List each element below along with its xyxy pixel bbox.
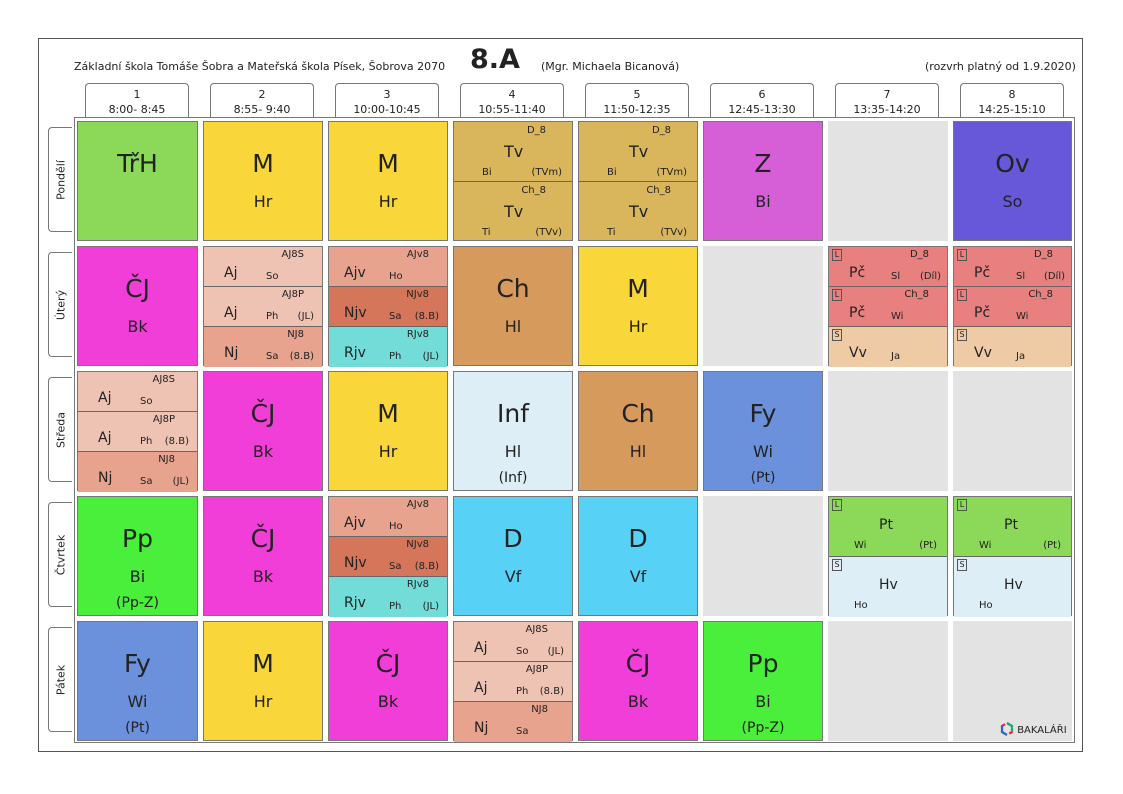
split-lesson-cell[interactable]: D_8 Tv Bi (TVm) Ch_8 Tv Ti (TVv) (578, 121, 698, 241)
split-lesson-cell[interactable]: AJv8 Ajv Ho NJv8 Njv Sa (8.B) RJv8 Rjv Ph (JL) (328, 246, 448, 366)
lesson-cell[interactable]: M Hr (203, 121, 323, 241)
lesson-cell[interactable]: ČJ Bk (578, 621, 698, 741)
timetable-grid (74, 117, 1075, 743)
split-lesson-cell[interactable]: L Pt Wi (Pt) S Hv Ho (828, 496, 948, 616)
class-teacher: (Mgr. Michaela Bicanová) (541, 60, 680, 73)
period-header-8: 8 14:25-15:10 (960, 83, 1064, 117)
day-label-tuesday: Úterý (48, 252, 72, 357)
lesson-cell[interactable]: Ch Hl (578, 371, 698, 491)
lesson-cell[interactable]: M Hr (328, 371, 448, 491)
lesson-cell[interactable]: Pp Bi (Pp-Z) (77, 496, 198, 616)
lesson-cell[interactable]: Inf Hl (Inf) (453, 371, 573, 491)
empty-cell (703, 246, 823, 366)
lesson-cell[interactable]: Fy Wi (Pt) (77, 621, 198, 741)
day-label-thursday: Čtvrtek (48, 502, 72, 607)
validity-note: (rozvrh platný od 1.9.2020) (925, 60, 1076, 73)
empty-cell (828, 371, 948, 491)
split-lesson-cell[interactable]: AJv8 Ajv Ho NJv8 Njv Sa (8.B) RJv8 Rjv Ph (JL) (328, 496, 448, 616)
lesson-cell[interactable]: Fy Wi (Pt) (703, 371, 823, 491)
day-label-wednesday: Středa (48, 377, 72, 482)
lesson-cell[interactable]: M Hr (578, 246, 698, 366)
empty-cell (703, 496, 823, 616)
split-lesson-cell[interactable]: AJ8S Aj So AJ8P Aj Ph (JL) NJ8 Nj Sa (8.B) (203, 246, 323, 366)
lesson-cell[interactable]: Ov So (953, 121, 1072, 241)
lesson-cell[interactable]: ČJ Bk (203, 496, 323, 616)
split-lesson-cell[interactable]: AJ8S Aj So (JL) AJ8P Aj Ph (8.B) NJ8 Nj Sa (453, 621, 573, 741)
lesson-cell[interactable]: TřH (77, 121, 198, 241)
period-header-1: 1 8:00- 8:45 (85, 83, 189, 117)
bakalari-logo (1000, 722, 1067, 736)
lesson-cell[interactable]: D Vf (453, 496, 573, 616)
day-label-friday: Pátek (48, 627, 72, 732)
split-lesson-cell[interactable]: L Pt Wi (Pt) S Hv Ho (953, 496, 1072, 616)
lesson-cell[interactable]: ČJ Bk (77, 246, 198, 366)
day-label-monday: Pondělí (48, 127, 72, 232)
lesson-cell[interactable]: M Hr (203, 621, 323, 741)
bakalari-logo-text: BAKALÁŘI (1017, 725, 1067, 736)
period-header-2: 2 8:55- 9:40 (210, 83, 314, 117)
period-header-7: 7 13:35-14:20 (835, 83, 939, 117)
lesson-cell[interactable]: Z Bi (703, 121, 823, 241)
period-header-6: 6 12:45-13:30 (710, 83, 814, 117)
lesson-cell[interactable]: M Hr (328, 121, 448, 241)
split-lesson-cell[interactable]: AJ8S Aj So AJ8P Aj Ph (8.B) NJ8 Nj Sa (JL) (77, 371, 198, 491)
lesson-cell[interactable]: ČJ Bk (203, 371, 323, 491)
split-lesson-cell[interactable]: L D_8 Pč Sl (Díl) L Ch_8 Pč Wi S Vv Ja (953, 246, 1072, 366)
lesson-cell[interactable]: ČJ Bk (328, 621, 448, 741)
empty-cell (828, 621, 948, 741)
period-header-5: 5 11:50-12:35 (585, 83, 689, 117)
lesson-cell[interactable]: Ch Hl (453, 246, 573, 366)
empty-cell (953, 371, 1072, 491)
period-header-4: 4 10:55-11:40 (460, 83, 564, 117)
bakalari-logo-icon (1000, 722, 1014, 736)
class-title: 8.A (470, 44, 520, 75)
split-lesson-cell[interactable]: L D_8 Pč Sl (Díl) L Ch_8 Pč Wi S Vv Ja (828, 246, 948, 366)
split-lesson-cell[interactable]: D_8 Tv Bi (TVm) Ch_8 Tv Ti (TVv) (453, 121, 573, 241)
lesson-cell[interactable]: Pp Bi (Pp-Z) (703, 621, 823, 741)
empty-cell (828, 121, 948, 241)
lesson-cell[interactable]: D Vf (578, 496, 698, 616)
school-name: Základní škola Tomáše Šobra a Mateřská škola Písek, Šobrova 2070 (74, 60, 446, 73)
period-header-3: 3 10:00-10:45 (335, 83, 439, 117)
